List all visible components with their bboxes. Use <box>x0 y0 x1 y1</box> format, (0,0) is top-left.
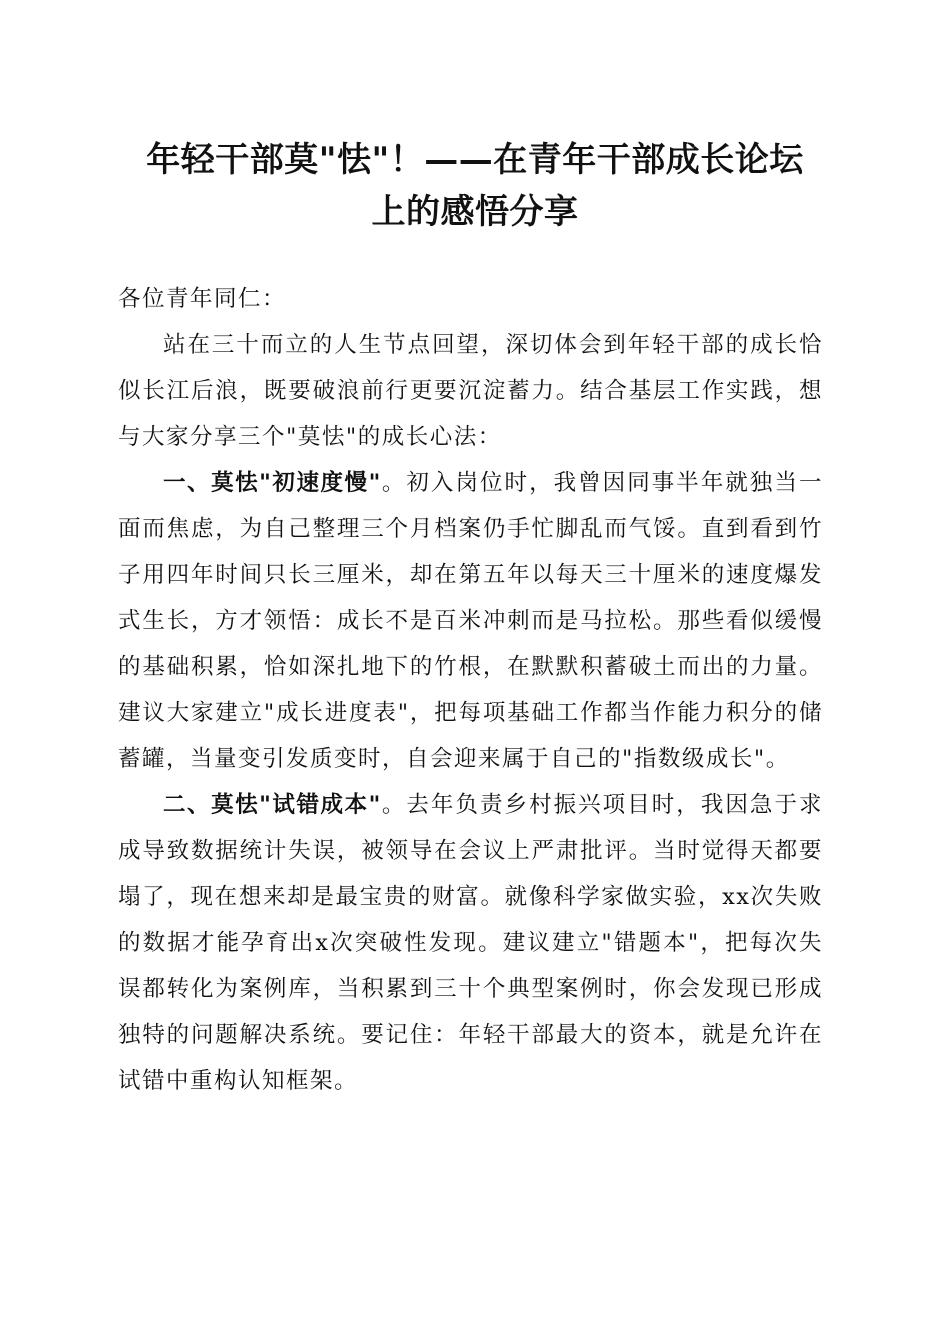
section-two-text: 。去年负责乡村振兴项目时，我因急于求成导致数据统计失误，被领导在会议上严肃批评。当时觉得天都要塌了，现在想来却是最宝贵的财富。就像科学家做实验，xx次失败的数据才能孕育出x次突破性发现。建议建立"错题本"，把每次失误都转化为案例库，当积累到三十个典型案例时，你会发现已形成独特的问题解决系统。要记住：年轻干部最大的资本，就是允许在试错中重构认知框架。 <box>118 792 823 1094</box>
intro-paragraph <box>118 322 823 460</box>
section-two-paragraph <box>118 782 823 1104</box>
document-title <box>100 134 850 238</box>
section-two-heading: 二、莫怯"试错成本" <box>163 792 382 818</box>
section-one-heading: 一、莫怯"初速度慢" <box>163 470 382 496</box>
section-one-paragraph <box>118 460 823 782</box>
section-one-text: 。初入岗位时，我曾因同事半年就独当一面而焦虑，为自己整理三个月档案仍手忙脚乱而气馁。直到看到竹子用四年时间只长三厘米，却在第五年以每天三十厘米的速度爆发式生长，方才领悟：成长不是百米冲刺而是马拉松。那些看似缓慢的基础积累，恰如深扎地下的竹根，在默默积蓄破土而出的力量。建议大家建立"成长进度表"，把每项基础工作都当作能力积分的储蓄罐，当量变引发质变时，自会迎来属于自己的"指数级成长"。 <box>118 470 823 772</box>
salutation: 各位青年同仁： <box>118 286 287 312</box>
document-body <box>118 276 823 1104</box>
intro-text: 站在三十而立的人生节点回望，深切体会到年轻干部的成长恰似长江后浪，既要破浪前行更要沉淀蓄力。结合基层工作实践，想与大家分享三个"莫怯"的成长心法： <box>118 332 823 450</box>
title-line-2: 上的感悟分享 <box>371 192 579 232</box>
title-line-1: 年轻干部莫"怯"！——在青年干部成长论坛 <box>146 140 804 180</box>
